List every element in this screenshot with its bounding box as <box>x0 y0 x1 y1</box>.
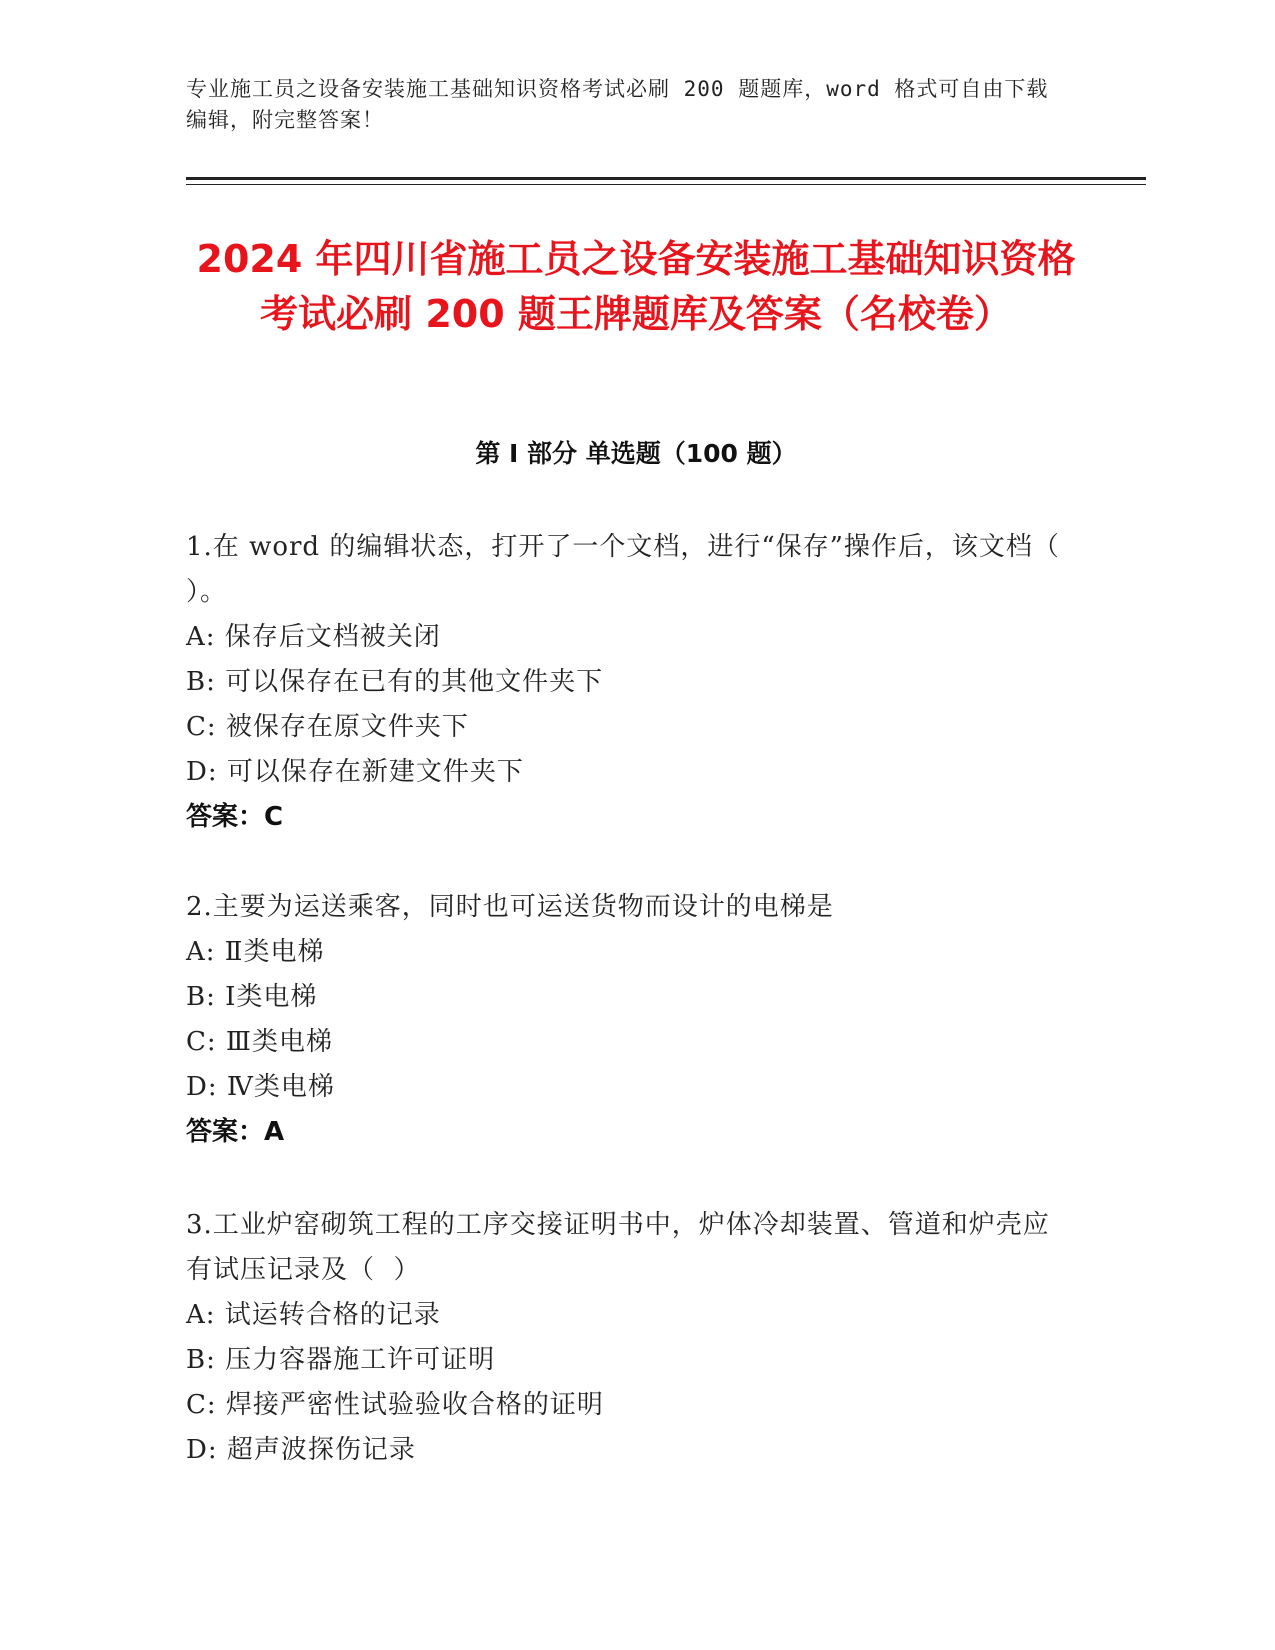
option-b: B: 可以保存在已有的其他文件夹下 <box>186 667 604 697</box>
option-c: C: Ⅲ类电梯 <box>186 1027 333 1057</box>
question-text: 1.在 word 的编辑状态，打开了一个文档，进行“保存”操作后，该文档（ ）。 <box>186 532 1079 607</box>
option-d: D: Ⅳ类电梯 <box>186 1072 335 1102</box>
option-a: A: 保存后文档被关闭 <box>186 622 441 652</box>
question-text: 2.主要为运送乘客，同时也可运送货物而设计的电梯是 <box>186 892 834 922</box>
option-b: B: Ⅰ类电梯 <box>186 982 318 1012</box>
option-d: D: 超声波探伤记录 <box>186 1435 416 1465</box>
answer-line: 答案：C <box>186 802 284 832</box>
header-divider-thick <box>186 177 1146 180</box>
question-block-1 <box>186 525 1079 840</box>
document-title: 2024 年四川省施工员之设备安装施工基础知识资格考试必刷 200 题王牌题库及答案（名校卷） <box>196 237 1076 336</box>
question-block-2 <box>186 885 1066 1155</box>
question-text: 3.工业炉窑砌筑工程的工序交接证明书中，炉体冷却装置、管道和炉壳应有试压记录及（ ） <box>186 1210 1050 1285</box>
option-b: B: 压力容器施工许可证明 <box>186 1345 496 1375</box>
header-note: 专业施工员之设备安装施工基础知识资格考试必刷 200 题题库，word 格式可自由下载编辑，附完整答案！ <box>186 77 1049 132</box>
option-a: A: 试运转合格的记录 <box>186 1300 441 1330</box>
header-divider-thin <box>186 184 1146 185</box>
option-c: C: 焊接严密性试验验收合格的证明 <box>186 1390 604 1420</box>
option-d: D: 可以保存在新建文件夹下 <box>186 757 524 787</box>
option-a: A: Ⅱ类电梯 <box>186 937 325 967</box>
section-heading: 第 I 部分 单选题（100 题） <box>475 439 797 468</box>
option-c: C: 被保存在原文件夹下 <box>186 712 469 742</box>
answer-line: 答案：A <box>186 1117 285 1147</box>
question-block-3 <box>186 1203 1066 1473</box>
